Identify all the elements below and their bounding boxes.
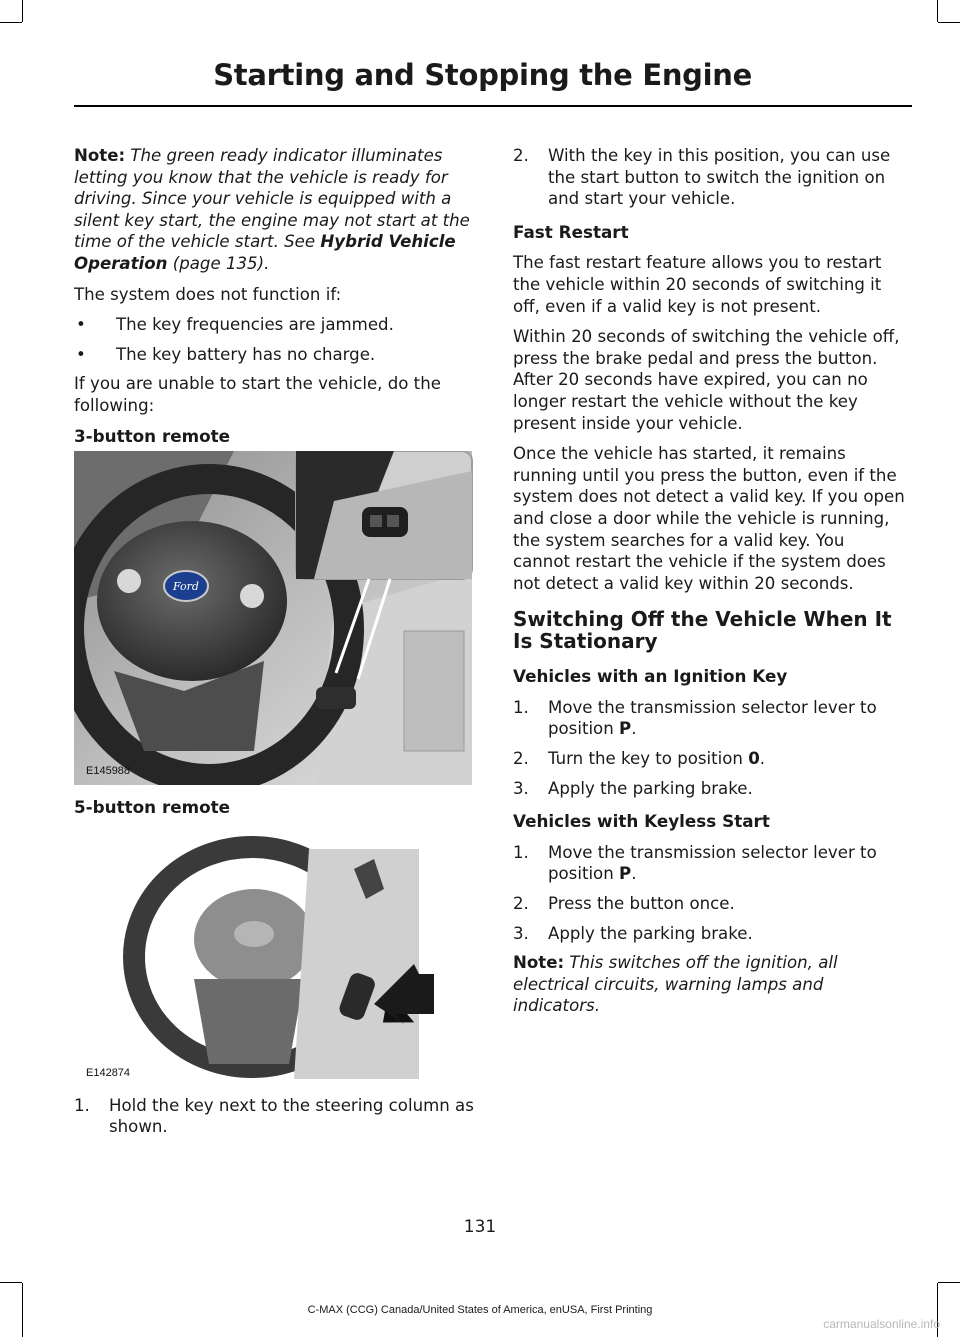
step-number: 1. (513, 697, 529, 717)
steering-wheel-figure (74, 451, 478, 785)
step-number: 1. (74, 1095, 90, 1115)
bullet-icon: • (76, 344, 86, 364)
crop-mark (937, 0, 938, 22)
left-column (74, 145, 478, 1146)
step-number: 3. (513, 778, 529, 798)
step-text: Move the transmission selector lever to position (548, 842, 877, 884)
ignition-key-heading: Vehicles with an Ignition Key (513, 666, 788, 687)
step-end: . (759, 749, 766, 769)
step-number: 1. (513, 842, 529, 862)
step-item (513, 842, 905, 885)
footer-imprint: C-MAX (CCG) Canada/United States of America, enUSA, First Printing (307, 1304, 653, 1316)
crop-mark (0, 1282, 22, 1283)
step-item (513, 893, 905, 915)
step-text: With the key in this position, you can use the start button to switch the ignition on and start your vehicle. (548, 146, 891, 209)
body-paragraph: The fast restart feature allows you to restart the vehicle within 20 seconds of switching it off, even if a valid key is not present. (513, 253, 882, 316)
page-number: 131 (463, 1217, 497, 1237)
note-label: Note: (513, 953, 565, 973)
list-item (74, 344, 478, 366)
step-end: . (631, 719, 637, 739)
note-label: Note: (74, 146, 126, 165)
step-item (513, 697, 905, 740)
figure-code: E142874 (86, 1066, 131, 1079)
svg-text:Ford: Ford (173, 580, 199, 594)
remote3-heading: 3-button remote (74, 425, 231, 446)
step-value: P (619, 719, 632, 739)
list-item-text: The key battery has no charge. (116, 344, 376, 364)
note-text: The green ready indicator illuminates letting you know that the vehicle is ready for driving. Since your vehicle is equipped with a silent key start, the engine may not start at the time of the vehicle start. See (74, 146, 470, 252)
bullet-icon: • (76, 315, 86, 335)
list-item-text: The key frequencies are jammed. (116, 315, 394, 335)
step-text: Press the button once. (548, 894, 735, 914)
watermark[interactable]: carmanualsonline.info (823, 1317, 940, 1331)
figure-code: E145988 (86, 765, 131, 778)
remote5-heading: 5-button remote (74, 797, 231, 818)
step-number: 2. (513, 749, 529, 769)
crop-mark (22, 0, 23, 22)
body-paragraph: Within 20 seconds of switching the vehicle off, press the brake pedal and press the button. After 20 seconds have expired, you can no longer restart the vehicle without the key present inside your vehicle. (513, 327, 900, 433)
steering-column-photo (74, 829, 478, 1079)
step-text: Turn the key to position (548, 749, 749, 769)
unable-text: If you are unable to start the vehicle, do the following: (74, 374, 441, 415)
step-text: Hold the key next to the steering column as shown. (109, 1095, 474, 1137)
step-number: 3. (513, 923, 529, 943)
step-text: Apply the parking brake. (548, 923, 753, 943)
steering-column-figure (74, 829, 478, 1079)
step-item (74, 1095, 478, 1138)
step-item (513, 923, 905, 945)
step-number: 2. (513, 146, 529, 165)
crop-mark (938, 22, 960, 23)
step-value: 0 (748, 749, 760, 769)
right-column (513, 145, 905, 1026)
step-item (513, 145, 905, 210)
page-reference: (page 135). (172, 253, 270, 273)
crop-mark (0, 22, 22, 23)
section-heading: Switching Off the Vehicle When It Is Stationary (513, 607, 892, 654)
page-title: Starting and Stopping the Engine (213, 58, 752, 92)
step-number: 2. (513, 894, 529, 914)
crop-mark (938, 1282, 960, 1283)
note-paragraph (74, 145, 478, 275)
intro-text: The system does not function if: (74, 284, 342, 304)
step-item (513, 778, 905, 800)
step-value: P (619, 864, 632, 884)
step-end: . (631, 864, 637, 884)
step-item (513, 748, 905, 770)
header-rule (74, 105, 912, 107)
step-text: Move the transmission selector lever to position (548, 697, 877, 739)
fast-restart-heading: Fast Restart (513, 221, 629, 242)
steering-wheel-photo (74, 451, 478, 785)
note-paragraph (513, 952, 905, 1017)
list-item (74, 314, 478, 336)
note-text: This switches off the ignition, all electrical circuits, warning lamps and indicators. (513, 953, 838, 1016)
cross-reference-link[interactable]: Hybrid Vehicle Operation (74, 232, 456, 273)
keyless-start-heading: Vehicles with Keyless Start (513, 811, 770, 832)
body-paragraph: Once the vehicle has started, it remains running until you press the button, even if the system does not detect a valid key. If you open and close a door while the vehicle is running, the system searches for a valid key. You cannot restart the vehicle if the system does not detect a valid key within 20 seconds. (513, 444, 905, 593)
step-text: Apply the parking brake. (548, 778, 753, 798)
